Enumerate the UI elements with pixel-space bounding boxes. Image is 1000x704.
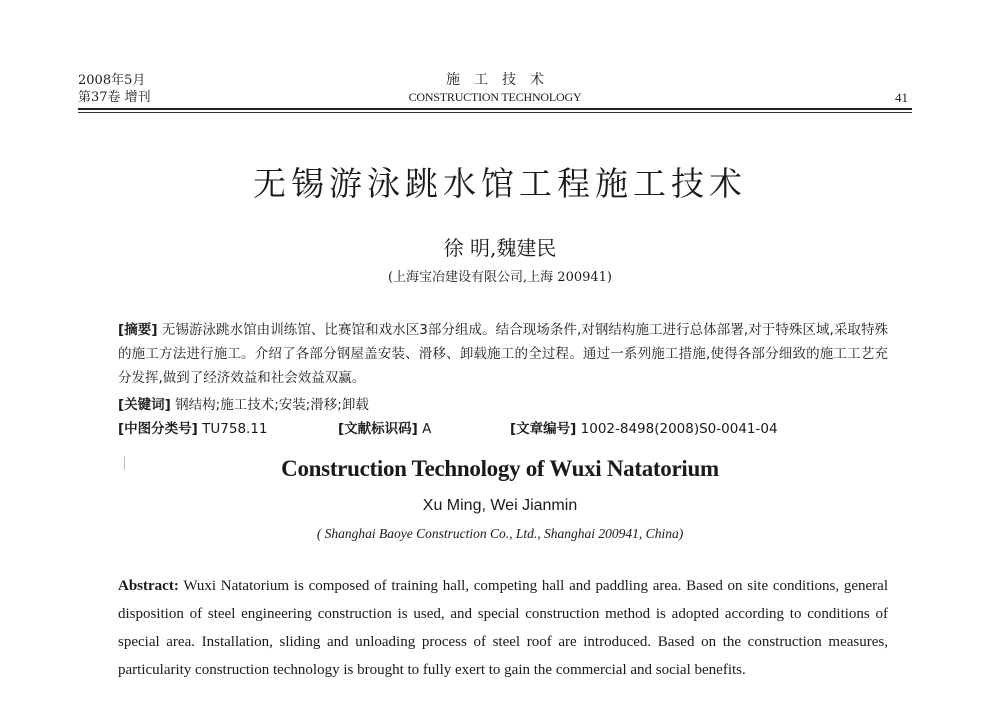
page-number: 41	[895, 90, 908, 105]
keywords-cn-label: [关键词]	[118, 397, 171, 413]
header-rule-thin	[78, 112, 912, 113]
article-number-label: [文章编号]	[510, 421, 577, 437]
article-number-value: 1002-8498(2008)S0-0041-04	[580, 421, 778, 437]
clc-label: [中图分类号]	[118, 421, 198, 437]
abstract-en-label: Abstract:	[118, 578, 179, 594]
paper-title-en: Construction Technology of Wuxi Natatorium	[281, 456, 719, 481]
journal-name-cn: 施工技术	[446, 72, 558, 88]
clc-code	[118, 417, 268, 437]
clc-value: TU758.11	[202, 421, 268, 437]
journal-name	[360, 72, 630, 106]
keywords-cn-text: 钢结构;施工技术;安装;滑移;卸载	[175, 397, 369, 413]
paper-title-cn: 无锡游泳跳水馆工程施工技术	[253, 164, 747, 203]
journal-name-en: CONSTRUCTION TECHNOLOGY	[408, 90, 582, 104]
authors-cn: 徐 明,魏建民	[443, 236, 557, 260]
abstract-cn	[118, 318, 888, 390]
affiliation-en: ( Shanghai Baoye Construction Co., Ltd., Shanghai 200941, China)	[316, 526, 684, 541]
journal-issue-info	[78, 72, 151, 106]
header-rule	[78, 108, 912, 110]
issue-volume: 第37卷 增刊	[78, 90, 151, 105]
doc-code-label: [文献标识码]	[338, 421, 418, 437]
abstract-en	[118, 572, 888, 684]
doc-code-value: A	[422, 421, 432, 437]
abstract-cn-text: 无锡游泳跳水馆由训练馆、比赛馆和戏水区3部分组成。结合现场条件,对钢结构施工进行总体部署,对于特殊区域,采取特殊的施工方法进行施工。介绍了各部分钢屋盖安装、滑移、卸载施工的全过程。通过一系列施工措施,使得各部分细致的施工工艺充分发挥,做到了经济效益和社会效益双赢。	[118, 322, 888, 386]
keywords-cn	[118, 393, 369, 413]
affiliation-cn: (上海宝冶建设有限公司,上海 200941)	[387, 270, 613, 285]
doc-code	[338, 417, 431, 437]
abstract-en-text: Wuxi Natatorium is composed of training hall, competing hall and paddling area. Based on site conditions, general disposition of steel engineering construction is used, and special construction method is adopted according to conditions of special area. Installation, sliding and unloading process of steel roof are introduced. Based on the construction measures, particularity construction technology is brought to fully exert to gain the commercial and social benefits.	[118, 578, 889, 678]
issue-date: 2008年5月	[78, 73, 146, 88]
abstract-cn-label: [摘要]	[118, 322, 158, 338]
article-number	[510, 417, 778, 437]
authors-en: Xu Ming, Wei Jianmin	[422, 497, 578, 514]
